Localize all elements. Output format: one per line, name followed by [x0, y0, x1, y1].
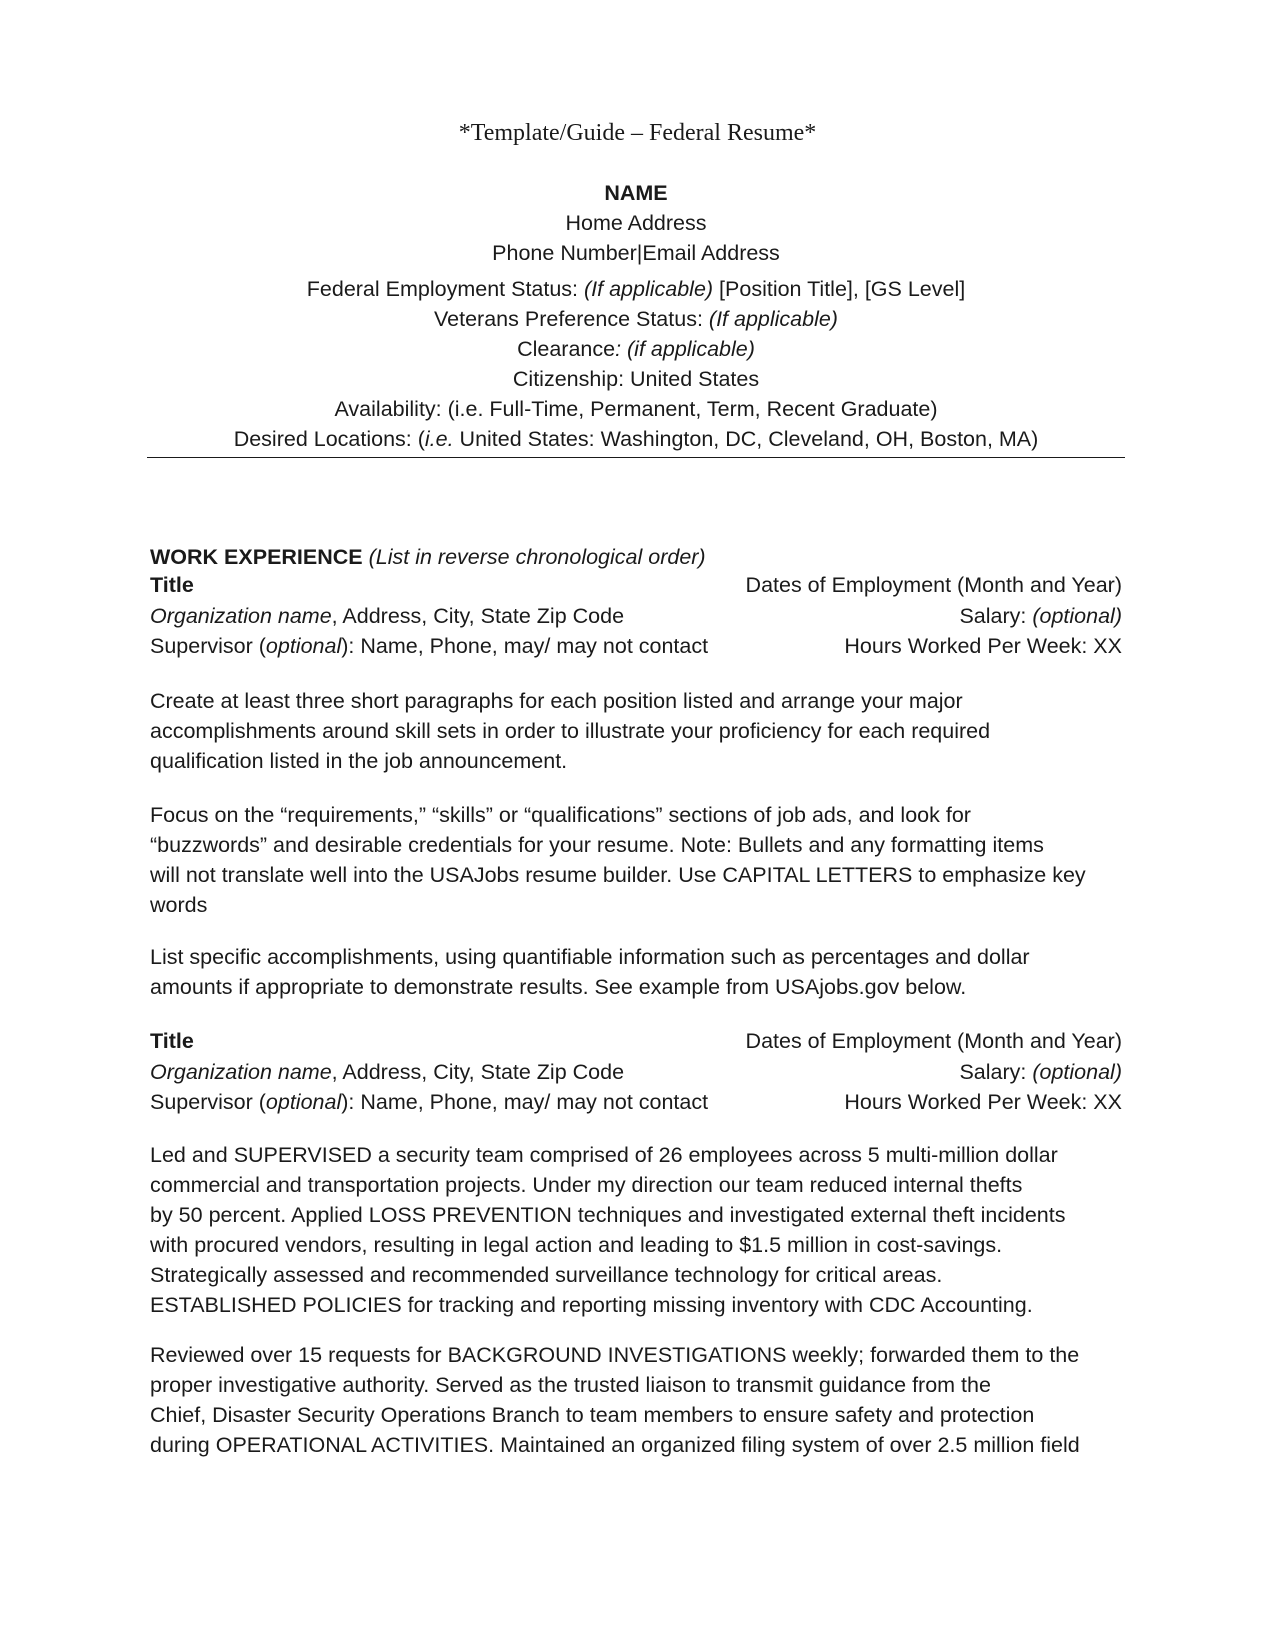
salary-label: Salary: — [959, 1059, 1033, 1084]
veterans-line — [147, 304, 1125, 334]
paragraph: Reviewed over 15 requests for BACKGROUND INVESTIGATIONS weekly; forwarded them to the proper investigative authority. Served as the trusted liaison to transmit guidance from the Chief, Disaster Security Operations Branch to team members to ensure safety and protection during OPERATIONAL ACTIVITIES. Maintained an organized filing system of over 2.5 million field — [150, 1343, 1080, 1457]
job-title: Title — [150, 1029, 194, 1053]
supervisor-rest: ): Name, Phone, may/ may not contact — [341, 634, 709, 658]
header-divider — [147, 457, 1125, 458]
work-experience-note: (List in reverse chronological order) — [362, 545, 706, 569]
job-dates: Dates of Employment (Month and Year) — [745, 573, 1122, 597]
paragraph: Led and SUPERVISED a security team comprised of 26 employees across 5 multi-million dollar commercial and transportation projects. Under my direction our team reduced internal thefts by 50 percent. Applied LOSS PREVENTION techniques and investigated external theft incidents with procured vendors, resulting in legal action and leading to $1.5 million in cost-savings. Strategically assessed and recommended surveillance technology for critical areas. ESTABLISHED POLICIES for tracking and reporting missing inventory with CDC Accounting. — [150, 1143, 1066, 1317]
job-salary — [959, 601, 1122, 632]
supervisor-label: Supervisor ( — [150, 634, 266, 658]
email-address: Email Address — [642, 241, 780, 265]
job-entry — [150, 570, 1122, 662]
supervisor-rest: ): Name, Phone, may/ may not contact — [341, 1090, 709, 1114]
locations-rest: United States: Washington, DC, Cleveland, OH, Boston, MA) — [453, 427, 1039, 451]
federal-status-value: [Position Title], [GS Level] — [713, 277, 966, 301]
locations-prefix: Desired Locations: ( — [233, 427, 425, 451]
job-entry — [150, 1026, 1122, 1118]
clearance-note: : (if applicable) — [615, 337, 755, 361]
work-experience-title: WORK EXPERIENCE — [150, 545, 363, 569]
job-hours: Hours Worked Per Week: XX — [844, 1090, 1122, 1114]
federal-status-line — [147, 274, 1125, 304]
org-name: Organization name — [150, 603, 332, 628]
job-supervisor-row — [150, 1087, 1122, 1118]
separator: | — [636, 241, 643, 265]
applicant-name: NAME — [604, 181, 668, 205]
job-title-row — [150, 570, 1122, 601]
supervisor-label: Supervisor ( — [150, 1090, 266, 1114]
job-title-row — [150, 1026, 1122, 1057]
job-supervisor — [150, 631, 708, 662]
job-dates: Dates of Employment (Month and Year) — [745, 1029, 1122, 1053]
availability-line: Availability: (i.e. Full-Time, Permanent, Term, Recent Graduate) — [334, 397, 938, 421]
job-title: Title — [150, 573, 194, 597]
work-experience-heading — [150, 542, 706, 572]
citizenship-line: Citizenship: United States — [512, 367, 760, 391]
locations-ie: i.e. — [424, 427, 454, 451]
job-salary — [959, 1057, 1122, 1088]
clearance-label: Clearance — [517, 337, 616, 361]
supervisor-note: optional — [265, 1090, 342, 1114]
template-title: *Template/Guide – Federal Resume* — [458, 120, 817, 146]
org-name: Organization name — [150, 1059, 332, 1084]
salary-label: Salary: — [959, 603, 1033, 628]
job-supervisor-row — [150, 631, 1122, 662]
paragraph: List specific accomplishments, using quantifiable information such as percentages and dollar amounts if appropriate to demonstrate results. See example from USAjobs.gov below. — [150, 945, 1030, 999]
phone-number: Phone Number — [492, 241, 637, 265]
job-organization — [150, 1057, 624, 1088]
clearance-line — [147, 334, 1125, 364]
job-org-row — [150, 1057, 1122, 1088]
veterans-note: (If applicable) — [708, 307, 838, 331]
phone-email-line — [147, 238, 1125, 268]
supervisor-note: optional — [265, 634, 342, 658]
paragraph: Create at least three short paragraphs for each position listed and arrange your major accomplishments around skill sets in order to illustrate your proficiency for each required qualification listed in the job announcement. — [150, 689, 991, 773]
locations-line — [147, 424, 1125, 454]
veterans-label: Veterans Preference Status: — [434, 307, 709, 331]
salary-note: (optional) — [1032, 1059, 1122, 1084]
paragraph: Focus on the “requirements,” “skills” or “qualifications” sections of job ads, and look for “buzzwords” and desirable credentials for your resume. Note: Bullets and any formatting items will not translate well into the USAJobs resume builder. Use CAPITAL LETTERS to emphasize key words — [150, 803, 1086, 917]
org-address: , Address, City, State Zip Code — [331, 1059, 625, 1084]
job-hours: Hours Worked Per Week: XX — [844, 634, 1122, 658]
federal-status-label: Federal Employment Status: — [306, 277, 584, 301]
home-address: Home Address — [565, 211, 707, 235]
job-organization — [150, 601, 624, 632]
org-address: , Address, City, State Zip Code — [331, 603, 625, 628]
federal-status-note: (If applicable) — [584, 277, 714, 301]
contact-header — [147, 178, 1125, 454]
job-org-row — [150, 601, 1122, 632]
job-supervisor — [150, 1087, 708, 1118]
salary-note: (optional) — [1032, 603, 1122, 628]
